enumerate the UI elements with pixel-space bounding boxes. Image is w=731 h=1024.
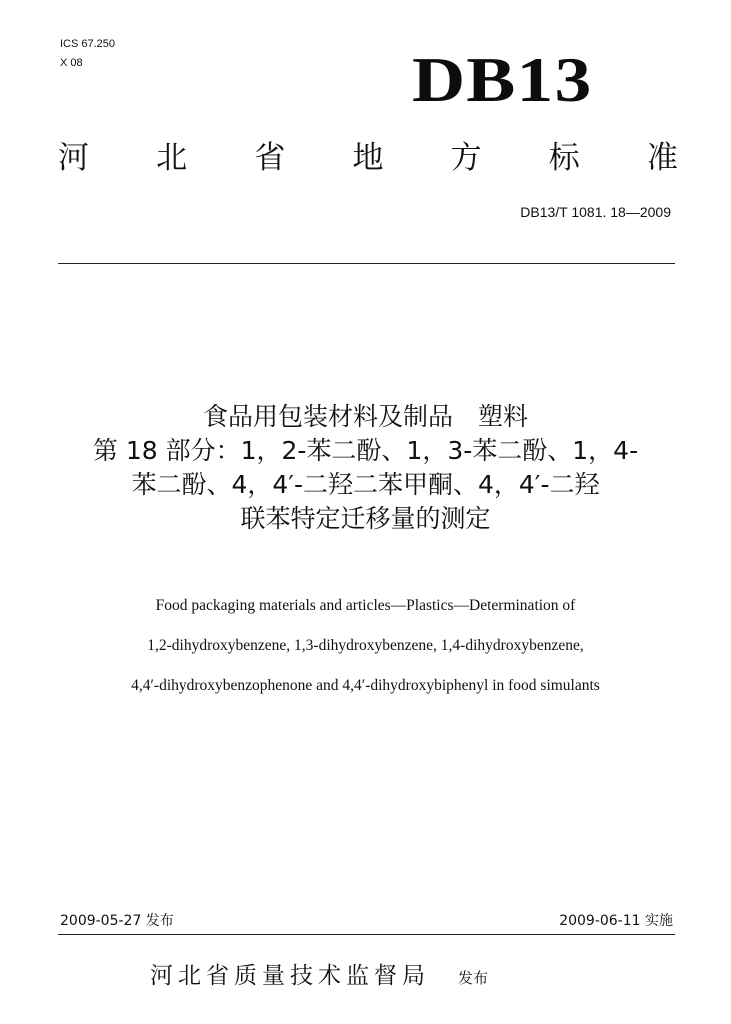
standard-type-char: 省 <box>254 140 286 176</box>
chinese-title <box>40 400 691 536</box>
chinese-title-line: 第 18 部分：1，2-苯二酚、1，3-苯二酚、1，4- <box>92 436 639 465</box>
english-title-line: 1,2-dihydroxybenzene, 1,3-dihydroxybenzene, 1,4-dihydroxybenzene, <box>147 637 584 654</box>
issuer-name: 河北省质量技术监督局 <box>150 963 430 989</box>
issue-date: 2009-05-27 发布 <box>60 913 174 929</box>
chinese-title-line: 食品用包装材料及制品 塑料 <box>202 402 528 431</box>
standard-type-char: 标 <box>548 140 580 176</box>
db13-logo: DB13 <box>412 44 593 115</box>
standard-type-char: 河 <box>58 140 89 176</box>
chinese-title-line: 联苯特定迁移量的测定 <box>240 504 491 533</box>
standard-type-char: 地 <box>352 140 384 176</box>
issuer-row <box>150 962 488 990</box>
publish-label: 发布 <box>458 969 489 987</box>
classification-code: X 08 <box>60 57 83 69</box>
chinese-title-line: 苯二酚、4，4′-二羟二苯甲酮、4，4′-二羟 <box>131 470 600 499</box>
standard-type-heading <box>58 140 678 176</box>
english-title-line: Food packaging materials and articles—Plastics—Determination of <box>155 597 576 614</box>
english-title-line: 4,4′-dihydroxybenzophenone and 4,4′-dihydroxybiphenyl in food simulants <box>131 677 600 694</box>
english-title <box>40 586 691 706</box>
ics-code: ICS 67.250 <box>60 38 116 50</box>
standard-type-char: 方 <box>450 140 482 176</box>
standard-type-char: 北 <box>156 140 188 176</box>
implementation-date: 2009-06-11 实施 <box>559 913 673 929</box>
standard-number: DB13/T 1081. 18—2009 <box>520 204 671 220</box>
bottom-divider <box>58 934 675 935</box>
standard-type-char: 准 <box>646 140 678 176</box>
top-divider <box>58 263 675 264</box>
